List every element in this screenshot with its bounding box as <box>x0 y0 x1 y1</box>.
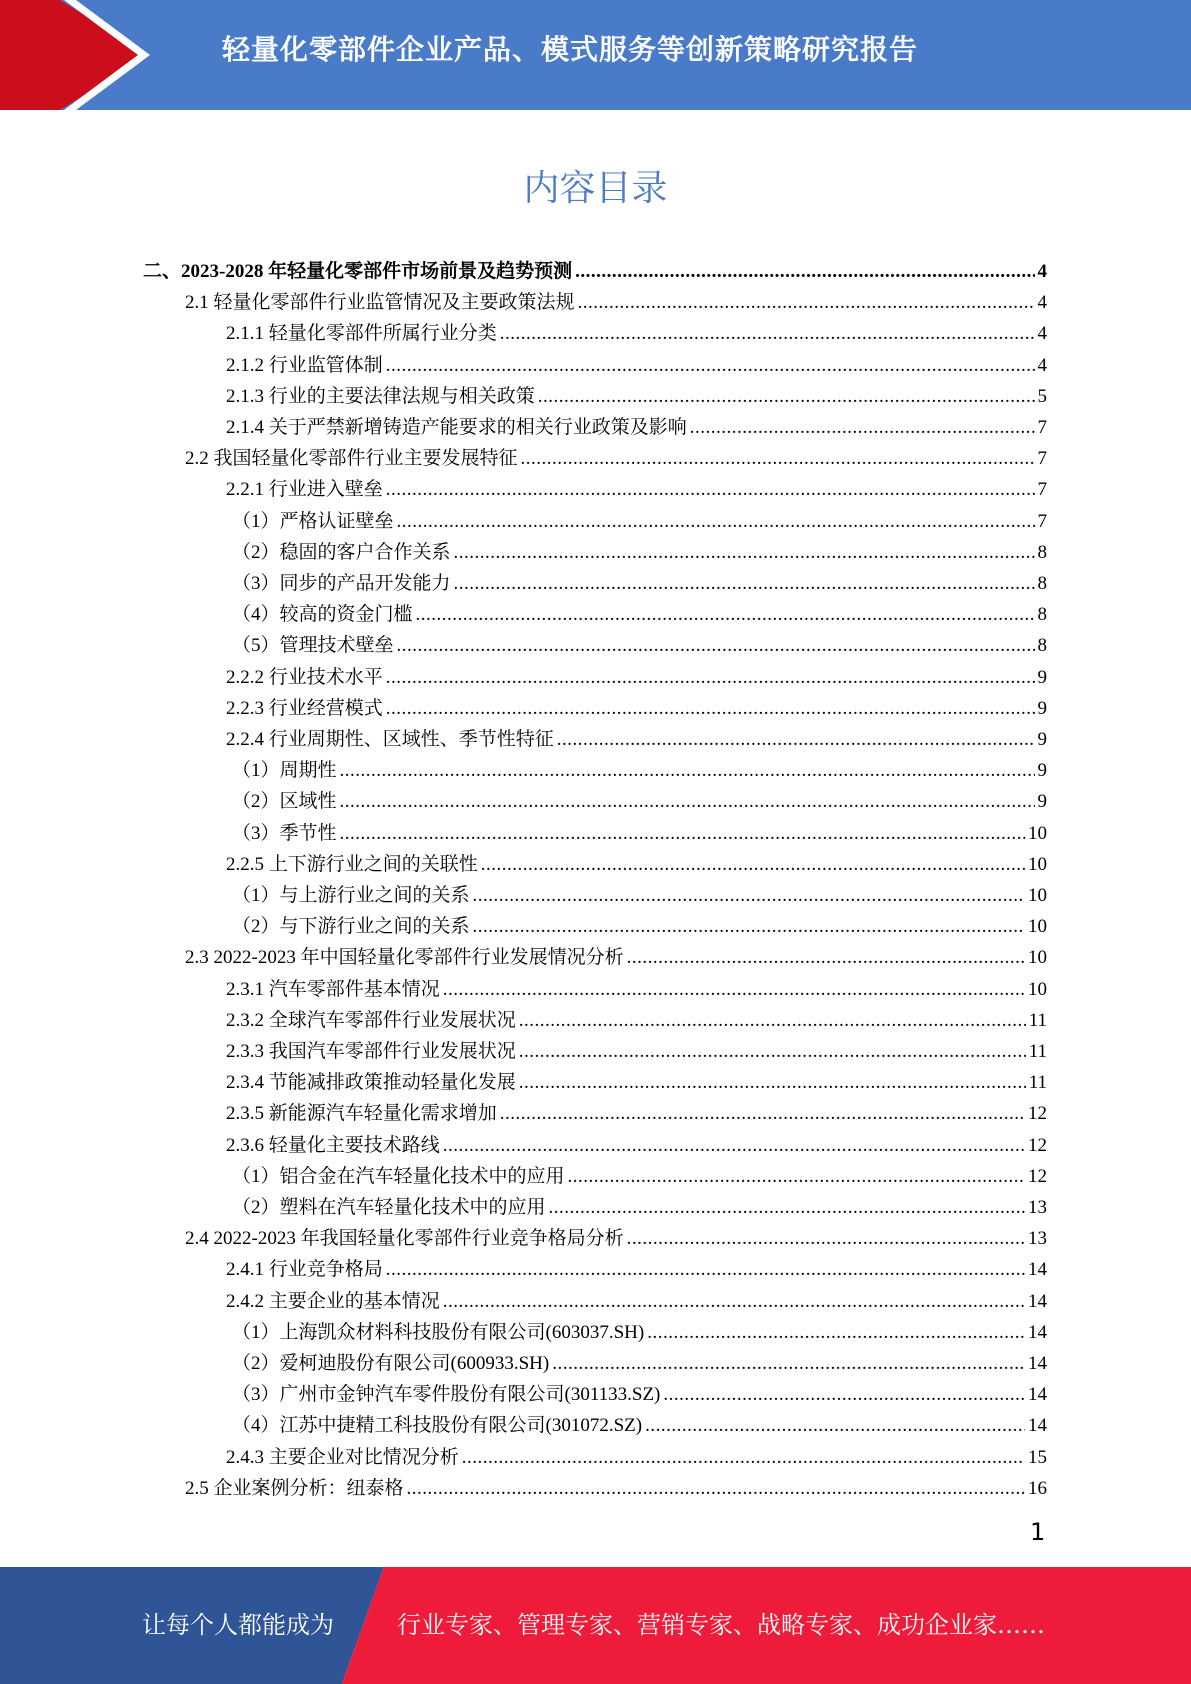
toc-entry-page: 4 <box>1037 355 1047 376</box>
toc-dot-leader <box>578 287 1035 318</box>
toc-entry[interactable] <box>232 818 1047 849</box>
toc-entry-label: （2）区域性 <box>232 791 337 812</box>
toc-dot-leader <box>500 1098 1025 1129</box>
toc-entry-page: 14 <box>1028 1322 1047 1343</box>
toc-entry-label: （1）与上游行业之间的关系 <box>232 885 470 906</box>
toc-entry-page: 9 <box>1037 698 1047 719</box>
header-chevron-icon <box>0 0 160 110</box>
toc-entry[interactable] <box>226 1442 1047 1473</box>
toc-entry-label: 2.2.4 行业周期性、区域性、季节性特征 <box>226 729 554 750</box>
toc-entry-page: 7 <box>1037 479 1047 500</box>
toc-entry-label: （2）塑料在汽车轻量化技术中的应用 <box>232 1197 546 1218</box>
toc-entry[interactable] <box>226 849 1047 880</box>
toc-entry-page: 13 <box>1028 1197 1047 1218</box>
toc-entry-label: 2.1 轻量化零部件行业监管情况及主要政策法规 <box>185 292 575 313</box>
toc-entry-label: 2.1.4 关于严禁新增铸造产能要求的相关行业政策及影响 <box>226 417 687 438</box>
toc-entry[interactable] <box>232 1348 1047 1379</box>
toc-entry-page: 11 <box>1028 1041 1047 1062</box>
toc-entry-page: 7 <box>1037 511 1047 532</box>
toc-dot-leader <box>443 1286 1025 1317</box>
toc-entry-page: 9 <box>1037 791 1047 812</box>
toc-entry-page: 10 <box>1028 979 1047 1000</box>
toc-entry-label: 二、2023-2028 年轻量化零部件市场前景及趋势预测 <box>143 261 573 282</box>
toc-dot-leader <box>386 1254 1025 1285</box>
toc-entry[interactable] <box>226 1098 1047 1129</box>
toc-entry[interactable] <box>226 474 1047 505</box>
toc-entry-page: 8 <box>1037 635 1047 656</box>
toc-entry[interactable] <box>226 1130 1047 1161</box>
toc-entry-page: 10 <box>1028 947 1047 968</box>
toc-entry-page: 4 <box>1037 261 1047 282</box>
toc-entry[interactable] <box>232 786 1047 817</box>
toc-entry[interactable] <box>226 381 1047 412</box>
toc-entry-page: 10 <box>1028 823 1047 844</box>
toc-entry[interactable] <box>232 537 1047 568</box>
toc-dot-leader <box>416 599 1035 630</box>
toc-dot-leader <box>462 1442 1025 1473</box>
toc-dot-leader <box>454 568 1035 599</box>
toc-entry-page: 11 <box>1028 1072 1047 1093</box>
toc-entry-page: 8 <box>1037 542 1047 563</box>
toc-entry-page: 8 <box>1037 573 1047 594</box>
toc-entry-page: 10 <box>1028 885 1047 906</box>
toc-entry-page: 14 <box>1028 1291 1047 1312</box>
toc-entry[interactable] <box>226 412 1047 443</box>
toc-entry-page: 9 <box>1037 760 1047 781</box>
toc-entry[interactable] <box>185 1223 1047 1254</box>
toc-entry-page: 14 <box>1028 1353 1047 1374</box>
toc-entry-label: （1）铝合金在汽车轻量化技术中的应用 <box>232 1166 565 1187</box>
toc-entry-page: 12 <box>1028 1103 1047 1124</box>
toc-entry[interactable] <box>226 1036 1047 1067</box>
toc-dot-leader <box>443 1130 1025 1161</box>
toc-entry-page: 10 <box>1028 916 1047 937</box>
toc-entry-label: 2.3.1 汽车零部件基本情况 <box>226 979 440 1000</box>
toc-dot-leader <box>340 755 1035 786</box>
toc-entry-label: （4）江苏中捷精工科技股份有限公司(301072.SZ) <box>232 1415 643 1436</box>
toc-entry-label: 2.3.5 新能源汽车轻量化需求增加 <box>226 1103 497 1124</box>
toc-entry[interactable] <box>226 724 1047 755</box>
toc-entry-page: 13 <box>1028 1228 1047 1249</box>
toc-dot-leader <box>500 318 1035 349</box>
toc-entry[interactable] <box>232 568 1047 599</box>
footer-band <box>0 1567 1191 1684</box>
toc-entry-label: （1）上海凯众材料科技股份有限公司(603037.SH) <box>232 1322 645 1343</box>
toc-entry[interactable] <box>226 1254 1047 1285</box>
toc-entry-page: 12 <box>1028 1166 1047 1187</box>
toc-dot-leader <box>538 381 1035 412</box>
toc-entry[interactable] <box>232 1317 1047 1348</box>
page-number: 1 <box>1030 1518 1046 1546</box>
toc-dot-leader <box>690 412 1035 443</box>
toc-entry-label: 2.3.3 我国汽车零部件行业发展状况 <box>226 1041 516 1062</box>
toc-entry[interactable] <box>232 911 1047 942</box>
toc-entry-page: 10 <box>1028 854 1047 875</box>
toc-dot-leader <box>473 880 1025 911</box>
toc-entry-label: 2.3.6 轻量化主要技术路线 <box>226 1135 440 1156</box>
toc-entry[interactable] <box>226 662 1047 693</box>
toc-entry-label: （2）与下游行业之间的关系 <box>232 916 470 937</box>
toc-entry-label: （2）爱柯迪股份有限公司(600933.SH) <box>232 1353 550 1374</box>
toc-dot-leader <box>481 849 1025 880</box>
toc-entry[interactable] <box>185 1473 1047 1504</box>
toc-entry-page: 14 <box>1028 1384 1047 1405</box>
toc-entry-page: 4 <box>1037 292 1047 313</box>
toc-entry[interactable] <box>185 443 1047 474</box>
toc-entry[interactable] <box>226 1286 1047 1317</box>
toc-entry[interactable] <box>232 506 1047 537</box>
toc-dot-leader <box>454 537 1035 568</box>
toc-entry[interactable] <box>232 1161 1047 1192</box>
toc-dot-leader <box>627 1223 1025 1254</box>
toc-entry-label: 2.3 2022-2023 年中国轻量化零部件行业发展情况分析 <box>185 947 624 968</box>
toc-entry-page: 14 <box>1028 1259 1047 1280</box>
toc-dot-leader <box>575 256 1034 287</box>
toc-entry-label: 2.4.3 主要企业对比情况分析 <box>226 1447 459 1468</box>
toc-entry-label: （5）管理技术壁垒 <box>232 635 394 656</box>
toc-entry-label: 2.4.1 行业竞争格局 <box>226 1259 383 1280</box>
footer-slogan-right: 行业专家、管理专家、营销专家、战略专家、成功企业家…… <box>397 1611 1045 1639</box>
toc-entry-page: 9 <box>1037 667 1047 688</box>
toc-entry[interactable] <box>226 1005 1047 1036</box>
report-title: 轻量化零部件企业产品、模式服务等创新策略研究报告 <box>222 33 919 66</box>
toc-entry[interactable] <box>232 1410 1047 1441</box>
toc-entry-label: （1）严格认证壁垒 <box>232 511 394 532</box>
toc-dot-leader <box>386 350 1035 381</box>
toc-dot-leader <box>549 1192 1025 1223</box>
toc-dot-leader <box>397 506 1035 537</box>
toc-dot-leader <box>340 786 1035 817</box>
toc-entry-label: （2）稳固的客户合作关系 <box>232 542 451 563</box>
toc-entry-label: 2.2 我国轻量化零部件行业主要发展特征 <box>185 448 518 469</box>
toc-entry[interactable] <box>232 880 1047 911</box>
toc-dot-leader <box>521 443 1035 474</box>
toc-entry[interactable] <box>185 942 1047 973</box>
toc-entry-label: （4）较高的资金门槛 <box>232 604 413 625</box>
header-band <box>0 0 1191 110</box>
toc-entry-page: 4 <box>1037 323 1047 344</box>
footer-slogan-left: 让每个人都能成为 <box>142 1611 334 1639</box>
toc-entry-label: 2.2.5 上下游行业之间的关联性 <box>226 854 478 875</box>
toc-entry-page: 11 <box>1028 1010 1047 1031</box>
toc-dot-leader <box>407 1473 1025 1504</box>
toc-dot-leader <box>519 1036 1026 1067</box>
toc-entry[interactable] <box>226 974 1047 1005</box>
toc-entry-page: 5 <box>1037 386 1047 407</box>
toc-entry-label: （3）季节性 <box>232 823 337 844</box>
toc-entry[interactable] <box>226 318 1047 349</box>
toc-entry[interactable] <box>232 1379 1047 1410</box>
toc-entry-label: （1）周期性 <box>232 760 337 781</box>
toc-entry[interactable] <box>232 1192 1047 1223</box>
toc-entry-page: 9 <box>1037 729 1047 750</box>
toc-dot-leader <box>519 1067 1026 1098</box>
toc-entry-label: （3）广州市金钟汽车零件股份有限公司(301133.SZ) <box>232 1384 661 1405</box>
toc-dot-leader <box>645 1410 1025 1441</box>
toc-dot-leader <box>627 942 1025 973</box>
toc-entry-label: （3）同步的产品开发能力 <box>232 573 451 594</box>
toc-entry[interactable] <box>143 256 1047 287</box>
toc-entry-page: 14 <box>1028 1415 1047 1436</box>
toc-entry-page: 15 <box>1028 1447 1047 1468</box>
toc-dot-leader <box>552 1348 1025 1379</box>
toc-entry-label: 2.4 2022-2023 年我国轻量化零部件行业竞争格局分析 <box>185 1228 624 1249</box>
toc-entry-label: 2.2.1 行业进入壁垒 <box>226 479 383 500</box>
toc-entry[interactable] <box>226 693 1047 724</box>
toc-entry-label: 2.2.3 行业经营模式 <box>226 698 383 719</box>
toc-dot-leader <box>519 1005 1026 1036</box>
toc-entry[interactable] <box>226 1067 1047 1098</box>
toc-entry-label: 2.3.4 节能减排政策推动轻量化发展 <box>226 1072 516 1093</box>
toc-heading: 内容目录 <box>523 168 668 209</box>
toc-dot-leader <box>557 724 1035 755</box>
toc-entry-label: 2.1.1 轻量化零部件所属行业分类 <box>226 323 497 344</box>
toc-entry-page: 16 <box>1028 1478 1047 1499</box>
toc-entry[interactable] <box>226 350 1047 381</box>
toc-entry-page: 12 <box>1028 1135 1047 1156</box>
toc-entry[interactable] <box>232 630 1047 661</box>
toc-dot-leader <box>386 474 1035 505</box>
toc-entry[interactable] <box>185 287 1047 318</box>
toc-dot-leader <box>647 1317 1025 1348</box>
toc-entry-label: 2.4.2 主要企业的基本情况 <box>226 1291 440 1312</box>
toc-entry-label: 2.1.2 行业监管体制 <box>226 355 383 376</box>
toc-entry-label: 2.5 企业案例分析：纽泰格 <box>185 1478 404 1499</box>
toc-dot-leader <box>397 630 1035 661</box>
toc-dot-leader <box>473 911 1025 942</box>
toc-entry-page: 8 <box>1037 604 1047 625</box>
toc-dot-leader <box>443 974 1025 1005</box>
toc-entry-label: 2.1.3 行业的主要法律法规与相关政策 <box>226 386 535 407</box>
toc-dot-leader <box>663 1379 1025 1410</box>
toc-entry[interactable] <box>232 755 1047 786</box>
toc-dot-leader <box>386 662 1035 693</box>
toc-entry-label: 2.3.2 全球汽车零部件行业发展状况 <box>226 1010 516 1031</box>
toc-entry-label: 2.2.2 行业技术水平 <box>226 667 383 688</box>
toc-entry-page: 7 <box>1037 448 1047 469</box>
toc-dot-leader <box>340 818 1025 849</box>
toc-dot-leader <box>386 693 1035 724</box>
toc-entry[interactable] <box>232 599 1047 630</box>
toc-entry-page: 7 <box>1037 417 1047 438</box>
toc-dot-leader <box>568 1161 1025 1192</box>
